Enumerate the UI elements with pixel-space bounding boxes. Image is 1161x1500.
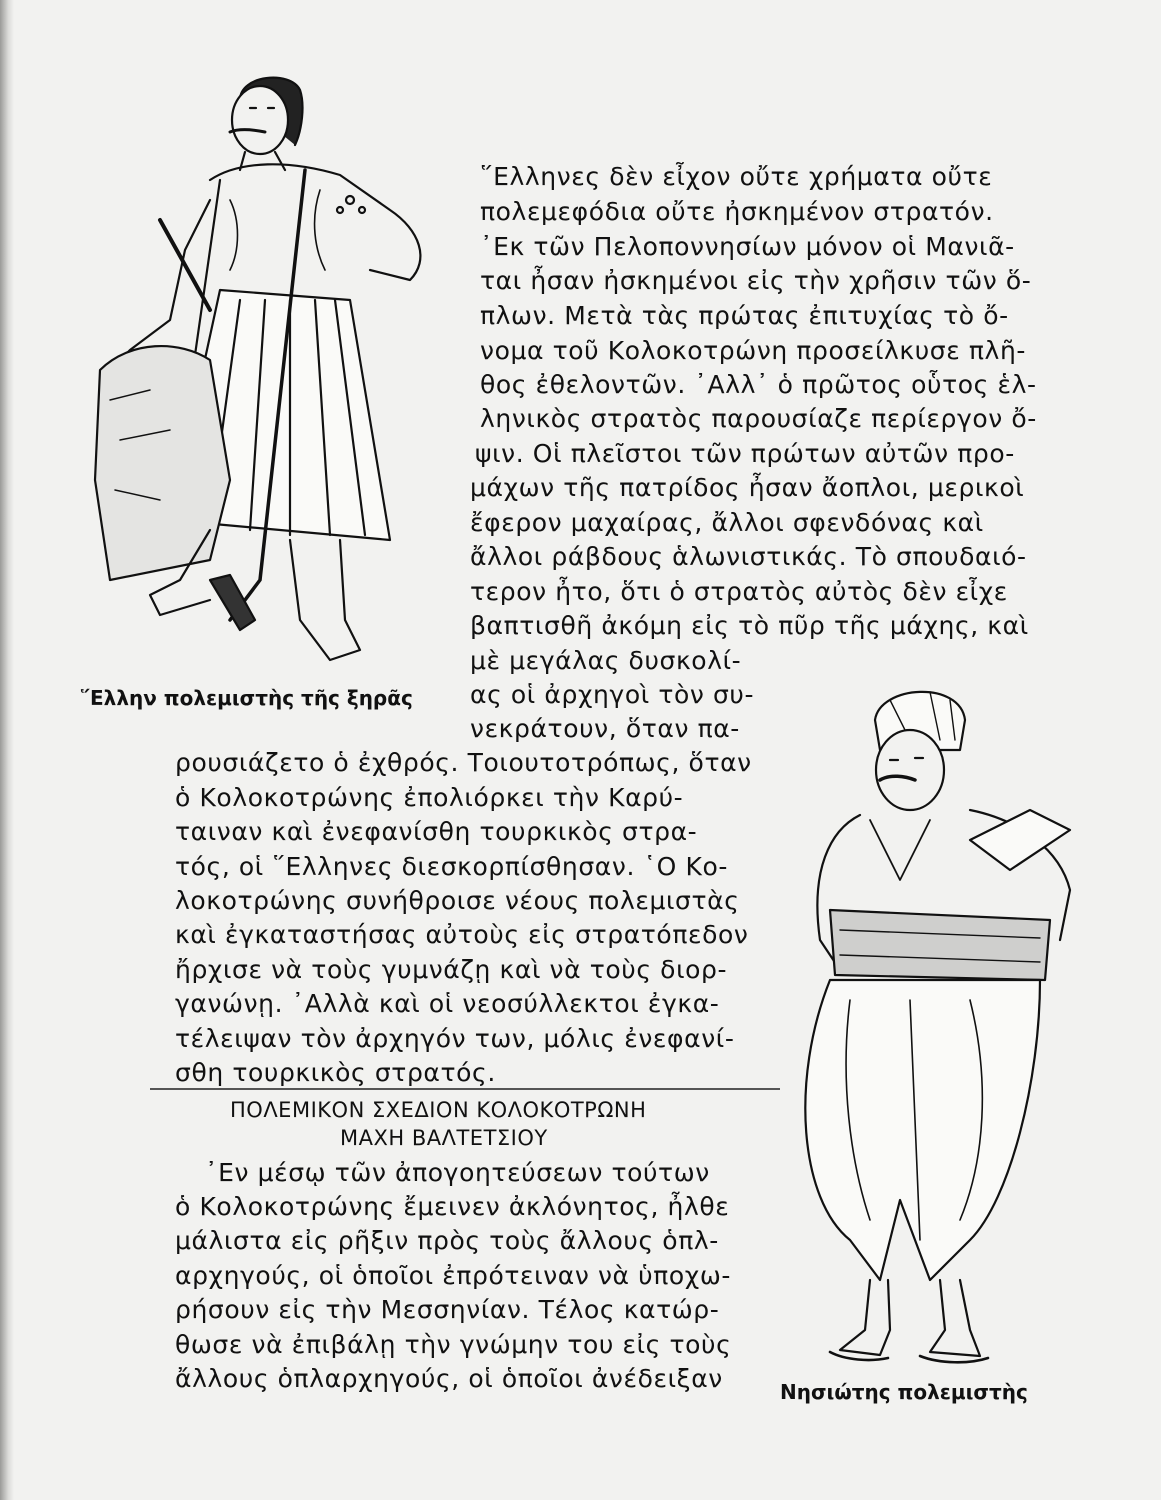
body-line: πολεμεφόδια οὔτε ἠσκημένον στρατόν. xyxy=(480,197,994,226)
binding-shadow xyxy=(0,0,14,1500)
body-line: μάχων τῆς πατρίδος ἦσαν ἄοπλοι, μερικοὶ xyxy=(470,473,1025,502)
body-line: ται ἦσαν ἠσκημένοι εἰς τὴν χρῆσιν τῶν ὅ- xyxy=(480,266,1032,295)
section-line: θωσε νὰ ἐπιβάλῃ τὴν γνώμην του εἰς τοὺς xyxy=(175,1330,732,1359)
section-line: ρήσουν εἰς τὴν Μεσσηνίαν. Τέλος κατώρ- xyxy=(175,1295,720,1324)
body-line: βαπτισθῆ ἀκόμη εἰς τὸ πῦρ τῆς μάχης, καὶ xyxy=(470,611,1029,640)
body-line: λοκοτρώνης συνήθροισε νέους πολεμιστὰς xyxy=(175,886,740,915)
body-line: θος ἐθελοντῶν. ᾿Αλλ᾿ ὁ πρῶτος οὗτος ἑλ- xyxy=(480,370,1037,399)
body-line: ἤρχισε νὰ τοὺς γυμνάζῃ καὶ νὰ τοὺς διορ- xyxy=(175,955,728,984)
body-line: σθη τουρκικὸς στρατός. xyxy=(175,1058,496,1087)
section-line: ὁ Κολοκοτρώνης ἔμεινεν ἀκλόνητος, ἦλθε xyxy=(175,1192,730,1221)
body-line: τερον ἦτο, ὅτι ὁ στρατὸς αὐτὸς δὲν εἶχε xyxy=(470,577,1008,606)
body-line: ἄλλοι ράβδους ἁλωνιστικάς. Τὸ σπουδαιό- xyxy=(470,542,1027,571)
section-line: μάλιστα εἰς ρῆξιν πρὸς τοὺς ἄλλους ὁπλ- xyxy=(175,1226,719,1255)
caption-land-warrior: ῞Ελλην πολεμιστὴς τῆς ξηρᾶς xyxy=(80,686,413,710)
body-line: ρουσιάζετο ὁ ἐχθρός. Τοιουτοτρόπως, ὅταν xyxy=(175,748,752,777)
land-warrior-illustration xyxy=(90,60,450,680)
body-line: μὲ μεγάλας δυσκολί- xyxy=(470,646,742,675)
body-line: τέλειψαν τὸν ἀρχηγόν των, μόλις ἐνεφανί- xyxy=(175,1024,735,1053)
body-line: νομα τοῦ Κολοκοτρώνη προσείλκυσε πλῆ- xyxy=(480,336,1027,365)
section-line: ἄλλους ὁπλαρχηγούς, οἱ ὁποῖοι ἀνέδειξαν xyxy=(175,1364,723,1393)
body-line: ας οἱ ἀρχηγοὶ τὸν συ- xyxy=(470,680,755,709)
section-divider xyxy=(150,1088,780,1090)
section-subheading: ΜΑΧΗ ΒΑΛΤΕΤΣΙΟΥ xyxy=(340,1126,548,1150)
body-line: τός, οἱ ῞Ελληνες διεσκορπίσθησαν. ῾Ο Κο- xyxy=(175,852,728,881)
caption-island-warrior: Νησιώτης πολεμιστὴς xyxy=(780,1380,1028,1404)
body-line: ταιναν καὶ ἐνεφανίσθη τουρκικὸς στρα- xyxy=(175,817,698,846)
island-warrior-illustration xyxy=(770,680,1110,1380)
body-line: ᾿Εκ τῶν Πελοποννησίων μόνον οἱ Μανιᾶ- xyxy=(480,232,1015,261)
body-line: νεκράτουν, ὅταν πα- xyxy=(470,714,740,743)
body-line: ληνικὸς στρατὸς παρουσίαζε περίεργον ὄ- xyxy=(480,404,1037,433)
section-heading: ΠΟΛΕΜΙΚΟΝ ΣΧΕΔΙΟΝ ΚΟΛΟΚΟΤΡΩΝΗ xyxy=(230,1098,647,1122)
body-line: ὁ Κολοκοτρώνης ἐπολιόρκει τὴν Καρύ- xyxy=(175,783,684,812)
section-line: αρχηγούς, οἱ ὁποῖοι ἐπρότειναν νὰ ὑποχω- xyxy=(175,1261,731,1290)
body-line: καὶ ἐγκαταστήσας αὐτοὺς εἰς στρατόπεδον xyxy=(175,920,749,949)
body-line: ἔφερον μαχαίρας, ἄλλοι σφενδόνας καὶ xyxy=(470,508,984,537)
body-line: ψιν. Οἱ πλεῖστοι τῶν πρώτων αὐτῶν προ- xyxy=(475,439,1015,468)
section-line: ᾿Εν μέσῳ τῶν ἀπογοητεύσεων τούτων xyxy=(205,1158,710,1187)
body-line: πλων. Μετὰ τὰς πρώτας ἐπιτυχίας τὸ ὄ- xyxy=(480,301,1009,330)
body-line: γανώνῃ. ᾿Αλλὰ καὶ οἱ νεοσύλλεκτοι ἐγκα- xyxy=(175,989,720,1018)
body-line: ῞Ελληνες δὲν εἶχον οὔτε χρήματα οὔτε xyxy=(480,162,993,191)
